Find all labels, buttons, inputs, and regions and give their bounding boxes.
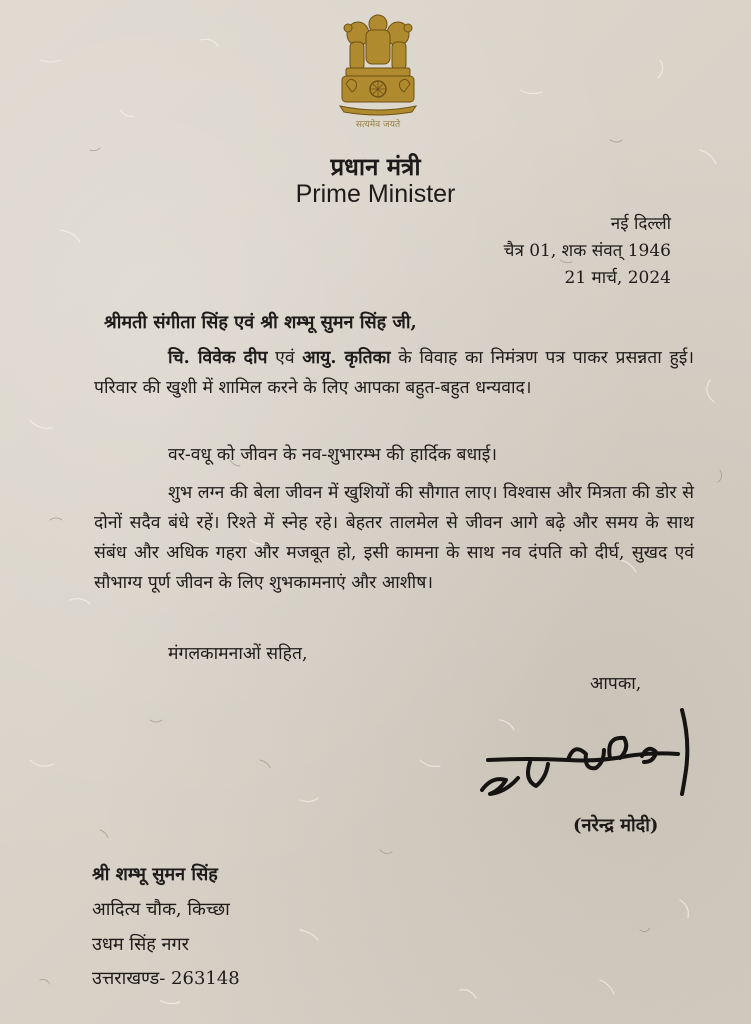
address-line-1: आदित्य चौक, किच्छा [92, 899, 230, 920]
salutation: श्रीमती संगीता सिंह एवं श्री शम्भू सुमन सिंह जी, [104, 312, 417, 333]
conjunction: एवं [267, 348, 303, 368]
closing-line: मंगलकामनाओं सहित, [168, 644, 308, 664]
paragraph-congratulations: वर-वधू को जीवन के नव-शुभारम्भ की हार्दिक बधाई। [168, 445, 497, 465]
signatory-name: (नरेन्द्र मोदी) [573, 815, 659, 836]
paragraph-invitation [94, 343, 694, 403]
dateline-place: नई दिल्ली [610, 214, 671, 234]
state-emblem-logo [336, 8, 420, 132]
dateline-saka-date: चैत्र 01, शक संवत् 1946 [503, 241, 671, 261]
title-english: Prime Minister [295, 180, 456, 208]
paragraph-wishes: शुभ लग्न की बेला जीवन में खुशियों की सौगात लाए। विश्वास और मित्रता की डोर से दोनों सदैव बंधे रहें। रिश्ते में स्नेह रहे। बेहतर तालमेल से जीवन आगे बढ़े और समय के साथ संबंध और अधिक गहरा और मजबूत हो, इसी कामना के साथ नव दंपति को दीर्घ, सुखद एवं सौभाग्य पूर्ण जीवन के लिए शुभकामनाएं और आशीष। [94, 483, 694, 593]
dateline-date: 21 मार्च, 2024 [564, 268, 671, 288]
handwritten-signature [470, 700, 710, 810]
groom-name: चि. विवेक दीप [168, 348, 268, 368]
paragraph-invitation-text: के विवाह का निमंत्रण पत्र पाकर प्रसन्नता हुई। परिवार की खुशी में शामिल करने के लिए आपका बहुत-बहुत धन्यवाद। [94, 348, 695, 398]
address-line-3: उत्तराखण्ड- 263148 [92, 968, 240, 989]
title-hindi: प्रधान मंत्री [330, 152, 421, 181]
svg-text:सत्यमेव जयते: सत्यमेव जयते [355, 120, 401, 130]
yours-line: आपका, [590, 674, 642, 694]
address-line-2: उधम सिंह नगर [92, 934, 190, 955]
bride-name: आयु. कृतिका [302, 348, 391, 368]
recipient-name: श्री शम्भू सुमन सिंह [92, 864, 218, 885]
